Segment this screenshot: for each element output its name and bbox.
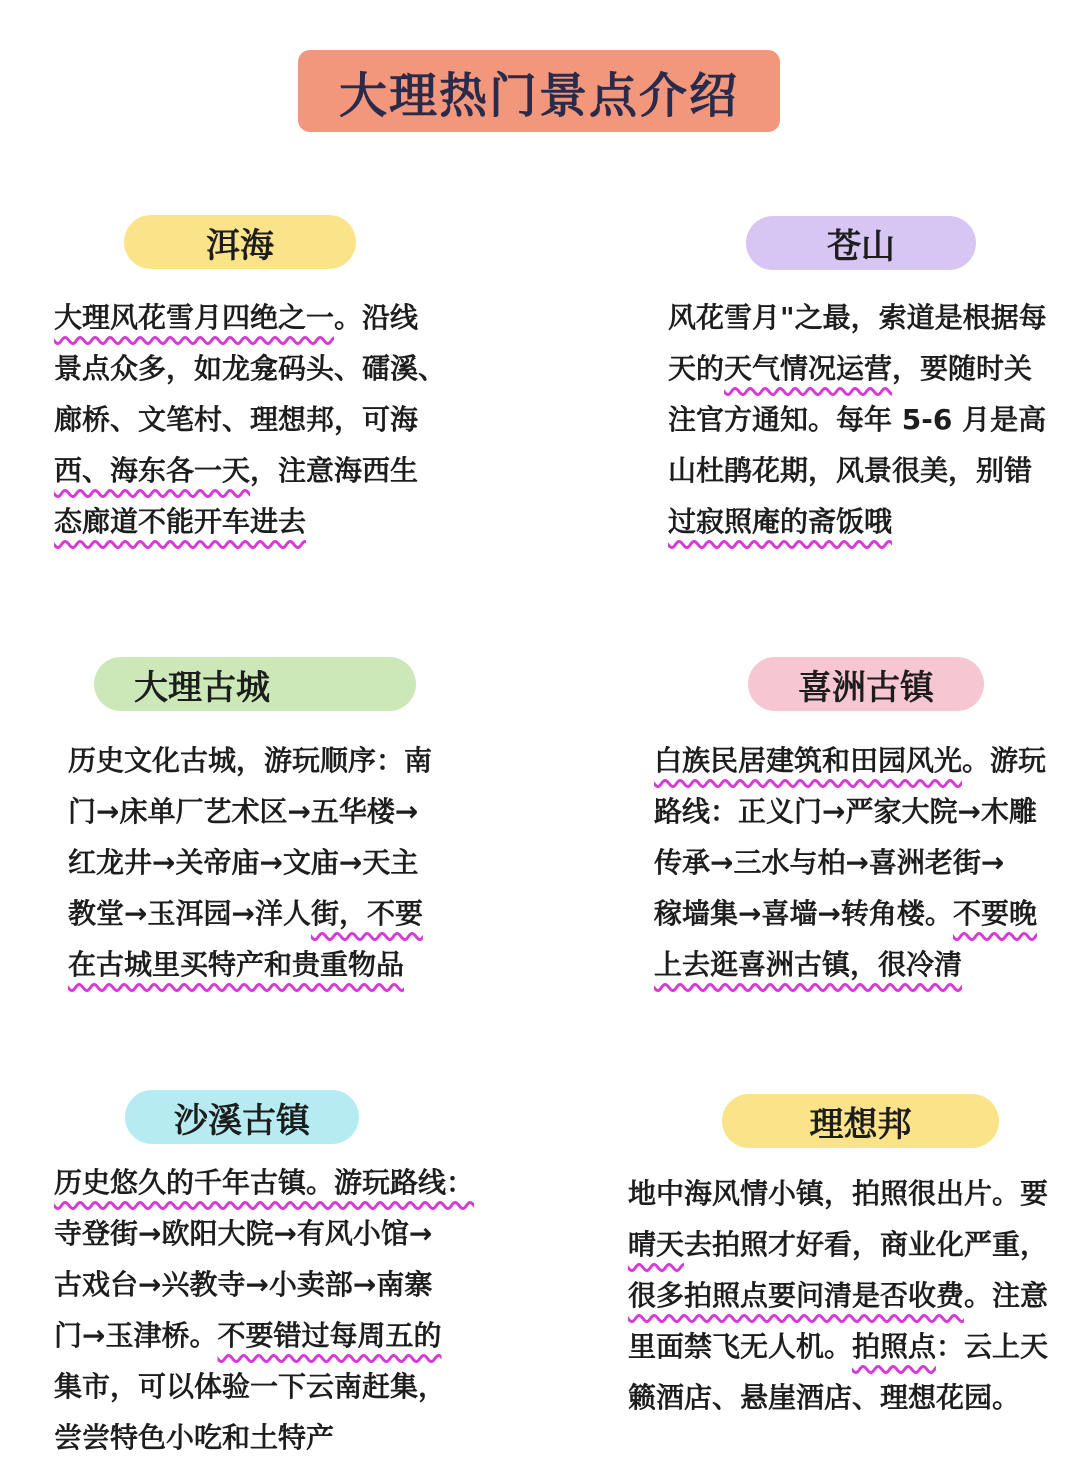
text-line bbox=[68, 888, 468, 939]
text-segment: 里面禁飞无人机。 bbox=[628, 1330, 853, 1363]
text-line bbox=[654, 735, 1074, 786]
text-line bbox=[54, 1259, 474, 1310]
text-segment: 红龙井→关帝庙→文庙→天主 bbox=[68, 846, 419, 879]
section-text-xizhou bbox=[654, 735, 1074, 990]
text-line bbox=[54, 292, 454, 343]
page-title: 大理热门景点介绍 bbox=[298, 50, 780, 132]
text-segment: 注官方通知。每年 5-6 月是高 bbox=[668, 403, 1047, 436]
section-text-dali-old-town bbox=[68, 735, 468, 990]
text-segment: 去拍照才好看，商业化严重， bbox=[684, 1228, 1049, 1261]
text-line bbox=[68, 939, 468, 990]
text-segment: 景点众多，如龙龛码头、礌溪、 bbox=[54, 352, 447, 385]
highlighted-text: 拍照点 bbox=[852, 1330, 937, 1363]
highlighted-text: 历史悠久的千年古镇。游玩路线： bbox=[54, 1166, 475, 1199]
section-heading-dali-old-town: 大理古城 bbox=[94, 657, 416, 711]
text-line bbox=[68, 786, 468, 837]
text-segment: 风花雪月"之最，索道是根据每 bbox=[668, 301, 1047, 334]
text-line bbox=[628, 1270, 1068, 1321]
highlighted-text: 晴天 bbox=[628, 1228, 685, 1261]
text-line bbox=[628, 1321, 1068, 1372]
text-line bbox=[54, 445, 454, 496]
text-segment: 古戏台→兴教寺→小卖部→南寨 bbox=[54, 1268, 433, 1301]
section-heading-erhai: 洱海 bbox=[124, 215, 356, 269]
text-segment: 门→玉津桥。 bbox=[54, 1319, 218, 1352]
highlighted-text: 不要晚 bbox=[952, 897, 1037, 930]
section-text-erhai bbox=[54, 292, 454, 547]
text-line bbox=[628, 1372, 1068, 1423]
section-text-shaxi bbox=[54, 1157, 474, 1463]
highlighted-text: 西、海东各一天 bbox=[54, 454, 251, 487]
text-segment: 历史文化古城，游玩顺序：南 bbox=[68, 744, 433, 777]
text-segment: 传承→三水与柏→喜洲老街→ bbox=[654, 846, 1005, 879]
text-line bbox=[68, 735, 468, 786]
section-heading-xizhou: 喜洲古镇 bbox=[748, 657, 984, 711]
text-line bbox=[668, 343, 1068, 394]
highlighted-text: 白族民居建筑和田园风光 bbox=[654, 744, 963, 777]
text-line bbox=[654, 888, 1074, 939]
highlighted-text: 态廊道不能开车进去 bbox=[54, 505, 307, 538]
section-heading-lixiangbang: 理想邦 bbox=[722, 1094, 999, 1148]
text-segment: 天的 bbox=[668, 352, 725, 385]
text-segment: ：云上天 bbox=[936, 1330, 1049, 1363]
text-segment: 尝尝特色小吃和土特产 bbox=[54, 1421, 335, 1454]
text-line bbox=[654, 939, 1074, 990]
text-segment: 稼墙集→喜墙→转角楼。 bbox=[654, 897, 953, 930]
highlighted-text: 街，不要 bbox=[310, 897, 423, 930]
section-text-lixiangbang bbox=[628, 1168, 1068, 1423]
text-line bbox=[668, 292, 1068, 343]
text-line bbox=[54, 1412, 474, 1463]
highlighted-text: 上去逛喜洲古镇，很冷清 bbox=[654, 948, 963, 981]
text-segment: 路线：正义门→严家大院→木雕 bbox=[654, 795, 1037, 828]
text-segment: 地中海风情小镇，拍照很出片。要 bbox=[628, 1177, 1049, 1210]
text-segment: 。沿线 bbox=[334, 301, 419, 334]
text-line bbox=[54, 343, 454, 394]
text-line bbox=[54, 1157, 474, 1208]
text-segment: 廊桥、文笔村、理想邦，可海 bbox=[54, 403, 419, 436]
text-line bbox=[54, 1208, 474, 1259]
text-segment: 籁酒店、悬崖酒店、理想花园。 bbox=[628, 1381, 1021, 1414]
section-text-cangshan bbox=[668, 292, 1068, 547]
text-line bbox=[628, 1219, 1068, 1270]
text-line bbox=[54, 1361, 474, 1412]
text-line bbox=[668, 445, 1068, 496]
text-segment: 集市，可以体验一下云南赶集， bbox=[54, 1370, 447, 1403]
text-line bbox=[54, 496, 454, 547]
text-line bbox=[654, 837, 1074, 888]
text-segment: 教堂→玉洱园→洋人 bbox=[68, 897, 311, 930]
highlighted-text: 过寂照庵的斋饭哦 bbox=[668, 505, 893, 538]
text-segment: 。游玩 bbox=[962, 744, 1047, 777]
text-line bbox=[628, 1168, 1068, 1219]
highlighted-text: 不要错过每周五的 bbox=[217, 1319, 442, 1352]
highlighted-text: 天气情况运营 bbox=[724, 352, 893, 385]
highlighted-text: 大理风花雪月四绝之一 bbox=[54, 301, 335, 334]
text-segment: ，注意海西生 bbox=[250, 454, 419, 487]
text-segment: 门→床单厂艺术区→五华楼→ bbox=[68, 795, 419, 828]
text-line bbox=[668, 394, 1068, 445]
text-line bbox=[54, 394, 454, 445]
text-segment: 。注意 bbox=[964, 1279, 1049, 1312]
section-heading-cangshan: 苍山 bbox=[746, 216, 976, 270]
text-segment: 山杜鹃花期，风景很美，别错 bbox=[668, 454, 1033, 487]
highlighted-text: 很多拍照点要问清是否收费 bbox=[628, 1279, 965, 1312]
text-segment: ，要随时关 bbox=[892, 352, 1033, 385]
text-line bbox=[668, 496, 1068, 547]
text-line bbox=[68, 837, 468, 888]
section-heading-shaxi: 沙溪古镇 bbox=[125, 1090, 359, 1144]
text-line bbox=[654, 786, 1074, 837]
text-line bbox=[54, 1310, 474, 1361]
highlighted-text: 在古城里买特产和贵重物品 bbox=[68, 948, 405, 981]
text-segment: 寺登街→欧阳大院→有风小馆→ bbox=[54, 1217, 433, 1250]
